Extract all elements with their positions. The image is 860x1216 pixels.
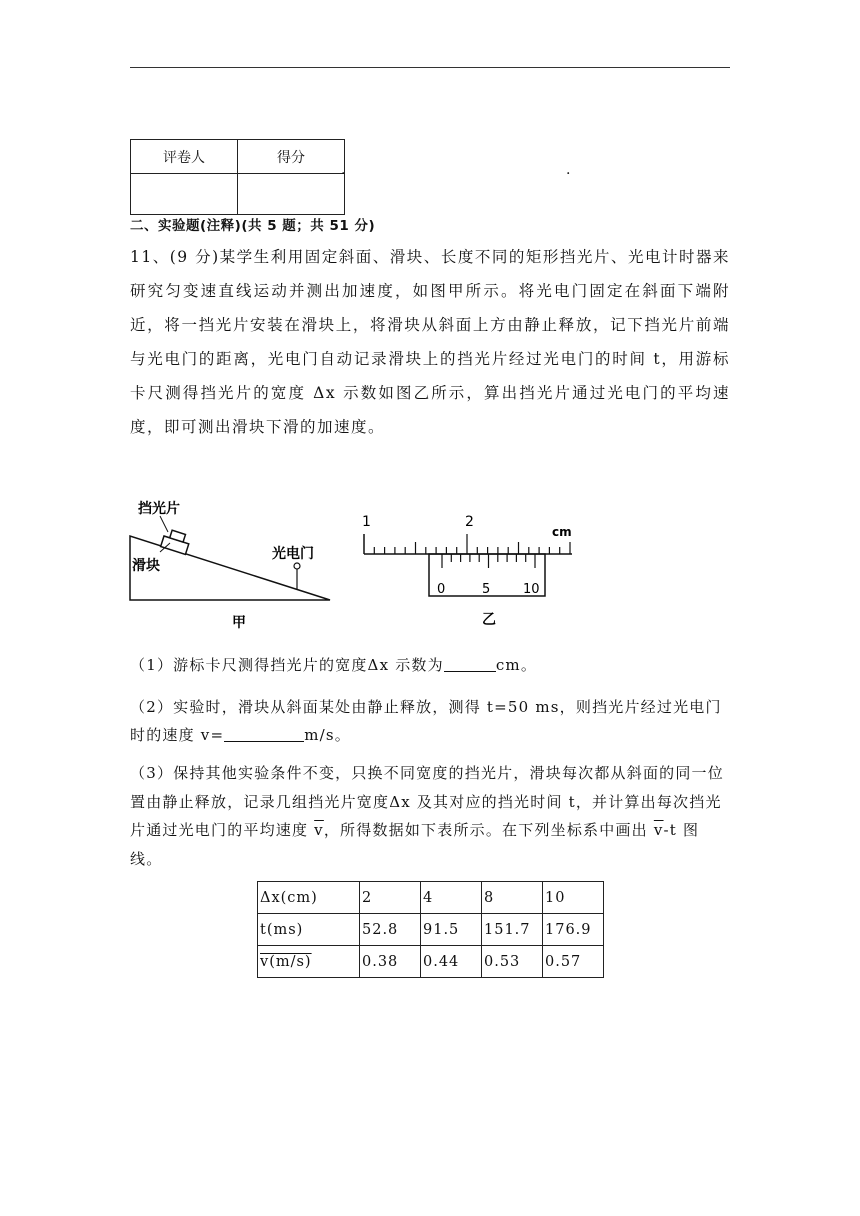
table-cell: t(ms) (258, 914, 360, 946)
vernier-0: 0 (437, 582, 446, 597)
label-slider: 滑块 (132, 558, 160, 574)
dot-mark: . (566, 162, 571, 178)
label-shade: 挡光片 (138, 501, 180, 517)
section-title: 二、实验题(注释)(共 5 题；共 51 分) (130, 218, 376, 234)
v-bar-symbol: $\overline{v}$ (653, 821, 664, 839)
table-cell: 151.7 (482, 914, 543, 946)
figure (124, 496, 594, 632)
table-cell: 52.8 (360, 914, 421, 946)
incline-diagram (130, 500, 330, 631)
table-cell: 176.9 (543, 914, 604, 946)
table-row (258, 946, 604, 978)
dot-mark: . (341, 162, 346, 178)
header-rule (130, 67, 730, 68)
main-scale-2: 2 (465, 514, 474, 530)
label-gate: 光电门 (272, 546, 314, 562)
caption-a: 甲 (232, 615, 246, 631)
caption-b: 乙 (482, 612, 496, 628)
answer-blank-1[interactable] (444, 655, 496, 672)
table-cell: 0.38 (360, 946, 421, 978)
sub2-text: （2）实验时，滑块从斜面某处由静止释放，测得 t=50 ms，则挡光片经过光电门时的速度 v= (130, 698, 722, 744)
data-table (257, 881, 604, 978)
table-cell: 2 (360, 882, 421, 914)
sub3-text-a: （3）保持其他实验条件不变，只换不同宽度的挡光片，滑块每次都从斜面的同一位置由静止释放，记录几组挡光片宽度Δx 及其对应的挡光时间 t，并计算出每次挡光片通过光电门的平均速度 (130, 764, 724, 839)
question-text: 11、(9 分)某学生利用固定斜面、滑块、长度不同的矩形挡光片、光电计时器来研究匀变速直线运动并测出加速度，如图甲所示。将光电门固定在斜面下端附近，将一挡光片安装在滑块上，将滑块从斜面上方由静止释放，记下挡光片前端与光电门的距离，光电门自动记录滑块上的挡光片经过光电门的时间 t，用游标卡尺测得挡光片的宽度 Δx 示数如图乙所示，算出挡光片通过光电门的平均速度，即可测出滑块下滑的加速度。 (130, 248, 730, 436)
vernier-10: 10 (523, 582, 540, 597)
table-cell: 0.44 (421, 946, 482, 978)
v-bar-symbol: $\overline{v}$ (314, 821, 324, 839)
table-cell: 91.5 (421, 914, 482, 946)
table-cell: Δx(cm) (258, 882, 360, 914)
sub-question-3 (130, 759, 730, 873)
table-cell: 8 (482, 882, 543, 914)
question-intro (130, 240, 730, 444)
main-scale-1: 1 (362, 514, 371, 530)
table-row (258, 914, 604, 946)
score-cell[interactable] (238, 174, 345, 215)
sub1-unit: cm。 (495, 656, 538, 674)
table-cell: 4 (421, 882, 482, 914)
sub-question-1 (130, 651, 730, 679)
v-unit-label: v(m/s) (260, 953, 312, 970)
vernier-5: 5 (482, 582, 491, 597)
vernier-diagram (362, 514, 572, 628)
score-header-score: 得分 (238, 140, 345, 174)
sub-question-2 (130, 693, 730, 749)
table-cell: 0.57 (543, 946, 604, 978)
sub3-text-c: -t 图线。 (130, 821, 700, 868)
table-cell (258, 946, 360, 978)
table-cell: 10 (543, 882, 604, 914)
unit-label: cm (552, 525, 572, 539)
answer-blank-2[interactable] (224, 725, 304, 742)
grader-cell[interactable] (131, 174, 238, 215)
table-row (258, 882, 604, 914)
sub3-text-b: ，所得数据如下表所示。在下列坐标系中画出 (323, 821, 654, 839)
score-header-grader: 评卷人 (131, 140, 238, 174)
sub2-unit: m/s。 (304, 726, 351, 744)
figure-svg (124, 496, 594, 632)
score-table (130, 139, 345, 215)
table-cell: 0.53 (482, 946, 543, 978)
sub1-text: （1）游标卡尺测得挡光片的宽度Δx 示数为 (130, 656, 444, 674)
